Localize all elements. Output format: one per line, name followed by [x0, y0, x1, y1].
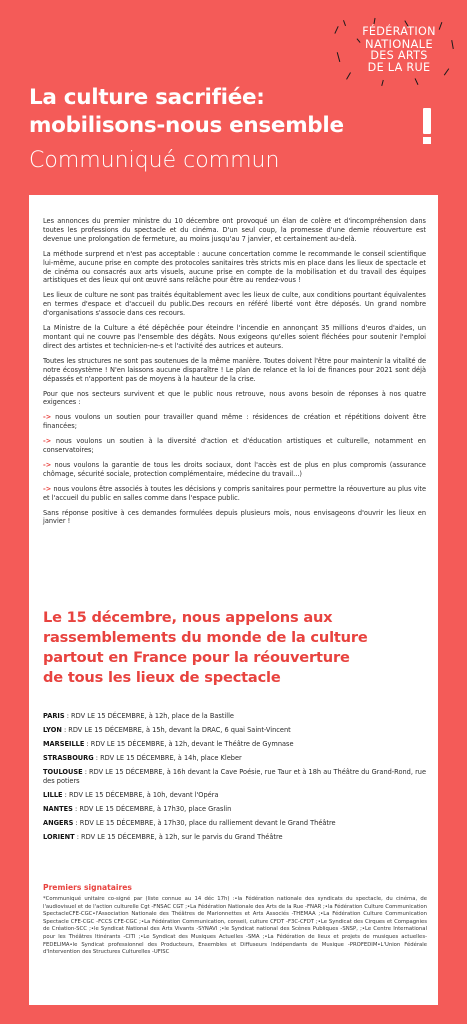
- event-city: STRASBOURG: [43, 753, 94, 762]
- demand-text: nous voulons un soutien à la diversité d'action et d'éducation artistiques et culturelle, notamment en conservatoires;: [43, 437, 426, 455]
- cta-line: partout en France pour la réouverture: [43, 649, 350, 666]
- demand-item: [43, 413, 426, 431]
- cta-line: Le 15 décembre, nous appelons aux: [43, 609, 333, 626]
- arrow-icon: ->: [43, 484, 52, 493]
- content-card: [29, 195, 438, 1005]
- event-list: [43, 712, 428, 847]
- arrow-icon: ->: [43, 437, 52, 446]
- cta-line: rassemblements du monde de la culture: [43, 629, 368, 646]
- event-item: [43, 768, 428, 786]
- logo-text: [340, 26, 458, 74]
- event-details: : RDV LE 15 DÉCEMBRE, à 17h30, place du ralliement devant le Grand Théâtre: [73, 818, 336, 827]
- paragraph: Toutes les structures ne sont pas soutenues de la même manière. Toutes doivent l'être pour maintenir la vitalité de notre écosystème ! N'en laissons aucune disparaître ! Le plan de relance et la loi de finances pour 2021 sont déjà dépassés et n'apportent pas de moyens à la hauteur de la crise.: [43, 356, 426, 383]
- event-details: : RDV LE 15 DÉCEMBRE, à 17h30, place Graslin: [72, 804, 232, 813]
- demand-item: [43, 485, 426, 503]
- event-city: PARIS: [43, 712, 65, 720]
- event-city: ANGERS: [43, 818, 74, 827]
- demand-item: [43, 461, 426, 479]
- logo-line-2: NATIONALE: [365, 37, 433, 51]
- demand-text: nous voulons la garantie de tous les droits sociaux, dont l'accès est de plus en plus compromis (assurance chômage, sécurité sociale, protection complémentaire, médecine du travail...): [43, 460, 426, 478]
- paragraph: Pour que nos secteurs survivent et que le public nous retrouve, nous avons besoin de réponses à nos quatre exigences :: [43, 389, 426, 407]
- event-item: [43, 754, 428, 763]
- event-city: LORIENT: [43, 832, 75, 841]
- event-city: LYON: [43, 725, 62, 734]
- exclamation-icon: [420, 108, 434, 146]
- title-line-2: mobilisons-nous ensemble: [29, 113, 344, 138]
- demand-text: nous voulons un soutien pour travailler quand même : résidences de création et répétitions doivent être financées;: [43, 413, 426, 431]
- signatories-text: *Communiqué unitaire co-signé par (liste connue au 14 déc 17h) :•la Fédération nationale des syndicats du spectacle, du cinéma, de l'audiovisuel et de l'action culturelle Cgt -FNSAC CGT ;•La Fédération Nationale des Arts de la Rue -FNAR ;•la Fédération Culture Communication SpectacleCFE-CGC•l'Association Nationale des Théâtres de Marionnettes et Arts Associés -THEMAA ;•La Fédération Culture Communication Spectacle CFE-CGC -FCCS CFE-CGC ;•La Fédération Communication, conseil, culture CFDT -F3C-CFDT ;•Le Syndicat des Cirques et Compagnies de Création-SCC ;•le Syndicat National des Arts Vivants -SYNAVI ;•le Syndicat national des Scènes Publiques -SNSP, ;•Le Centre International pour les Théâtres Itinérants -CITI ;•Le Syndicat des Musiques Actuelles -SMA ;•La Fédération de lieux et projets de musiques actuelles-FEDELIMA•le Syndicat professionnel des Producteurs, Ensembles et Diffuseurs Indépendants de Musique -PROFEDIM•L'Union Fédérale d'Intervention des Structures Culturelles -UFISC: [43, 896, 427, 956]
- event-details: : RDV LE 15 DÉCEMBRE, à 12h, devant le Théâtre de Gymnase: [84, 739, 294, 748]
- title-line-1: La culture sacrifiée:: [29, 85, 265, 110]
- event-city: NANTES: [43, 804, 73, 813]
- logo-line-1: FÉDÉRATION: [362, 25, 436, 38]
- event-item: [43, 791, 428, 800]
- page-subtitle: Communiqué commun: [29, 148, 280, 173]
- event-details: : RDV LE 15 DÉCEMBRE, à 15h, devant la DRAC, 6 quai Saint-Vincent: [61, 725, 291, 734]
- arrow-icon: ->: [43, 460, 52, 469]
- arrow-icon: ->: [43, 413, 52, 422]
- event-details: : RDV LE 15 DÉCEMBRE, à 14h, place Kleber: [93, 753, 242, 762]
- body-text: [43, 217, 426, 532]
- event-item: [43, 805, 428, 814]
- call-to-action-heading: [43, 608, 433, 688]
- event-details: : RDV LE 15 DÉCEMBRE, à 12h, sur le parvis du Grand Théâtre: [74, 832, 283, 841]
- event-city: LILLE: [43, 790, 63, 799]
- paragraph: Les annonces du premier ministre du 10 décembre ont provoqué un élan de colère et d'incompréhension dans toutes les professions du spectacle et du cinéma. D'un seul coup, la promesse d'une demie réouverture est devenue une prolongation de fermeture, au moins jusqu'au 7 janvier, et certainement au-delà.: [43, 217, 426, 243]
- signatories-title: Premiers signataires: [43, 883, 132, 892]
- event-details: : RDV LE 15 DÉCEMBRE, à 16h devant la Cave Poésie, rue Taur et à 18h au Théâtre du Grand-Rond, rue des potiers: [43, 767, 427, 785]
- logo-line-3: DES ARTS: [370, 49, 428, 62]
- event-item: [43, 833, 428, 842]
- paragraph: La Ministre de la Culture a été dépêchée pour éteindre l'incendie en annonçant 35 millions d'euros d'aides, un montant qui ne couvre pas l'ensemble des dégâts. Nous exigeons qu'elles soient fléchées pour soutenir l'emploi direct des artistes et technicien-ne-s et l'activité des autrices et auteurs.: [43, 324, 426, 350]
- demand-item: [43, 437, 426, 455]
- event-item: [43, 740, 428, 749]
- logo-line-4: DE LA RUE: [367, 61, 431, 74]
- page-title: [29, 84, 344, 140]
- event-item: [43, 712, 428, 721]
- event-item: [43, 819, 428, 828]
- event-item: [43, 726, 428, 735]
- demand-text: nous voulons être associés à toutes les décisions y compris sanitaires pour permettre la réouverture au plus vite et l'accueil du public en salles comme dans l'espace public.: [43, 484, 426, 502]
- cta-line: de tous les lieux de spectacle: [43, 669, 281, 686]
- event-details: : RDV LE 15 DÉCEMBRE, à 12h, place de la Bastille: [64, 712, 234, 720]
- paragraph: Les lieux de culture ne sont pas traités équitablement avec les lieux de culte, aux conditions pourtant équivalentes en termes d'espace et d'accueil du public.Des recours en référé liberté vont être déposés. Un grand nombre d'organisations s'associe dans ces recours.: [43, 291, 426, 318]
- event-city: TOULOUSE: [43, 767, 83, 776]
- paragraph: La méthode surprend et n'est pas acceptable : aucune concertation comme le recommande le conseil scientifique lui-même, aucune prise en compte des protocoles sanitaires très stricts mis en place dans les lieux de spectacle et de cinéma ou consacrés aux arts visuels, aucune prise en compte de la mobilisation et du travail des équipes artistiques et des lieux qui ont œuvré sans relâche pour être au rendez-vous !: [43, 249, 426, 285]
- paragraph: Sans réponse positive à ces demandes formulées depuis plusieurs mois, nous envisageons d'ouvrir les lieux en janvier !: [43, 508, 426, 526]
- event-details: : RDV LE 15 DÉCEMBRE, à 10h, devant l'Opéra: [62, 790, 219, 799]
- event-city: MARSEILLE: [43, 739, 85, 748]
